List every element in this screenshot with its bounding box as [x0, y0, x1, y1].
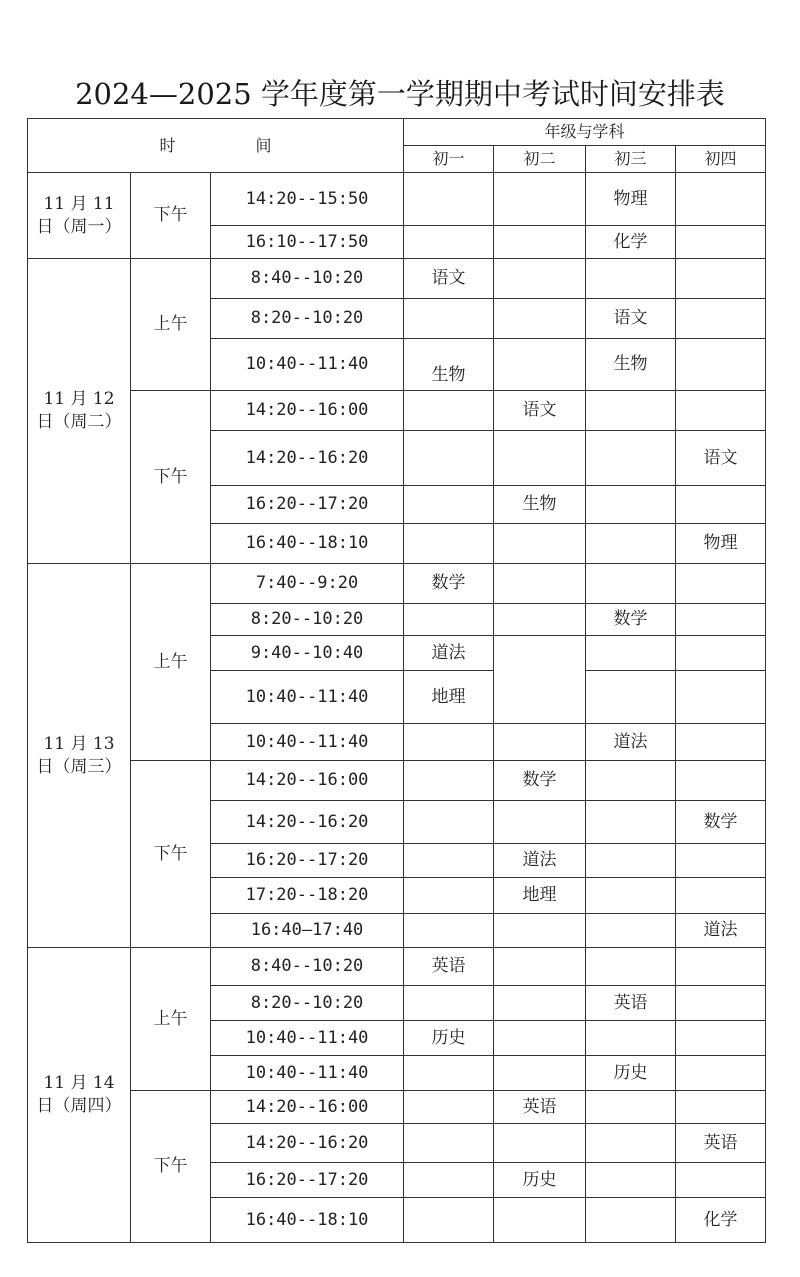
subject-cell	[676, 986, 766, 1021]
subject-cell	[494, 524, 586, 564]
time-cell: 8:20--10:20	[211, 604, 404, 636]
subject-cell	[586, 1163, 676, 1198]
weekday-line: 日（周一）	[36, 216, 122, 237]
subject-cell	[404, 986, 494, 1021]
subject-cell: 语文	[676, 431, 766, 486]
subject-cell: 英语	[404, 948, 494, 986]
subject-cell	[586, 564, 676, 604]
subject-cell: 地理	[404, 671, 494, 724]
subject-cell	[676, 339, 766, 391]
subject-cell	[404, 1056, 494, 1091]
subject-cell: 生物	[494, 486, 586, 524]
subject-cell: 数学	[676, 801, 766, 844]
subject-cell	[586, 431, 676, 486]
subject-cell	[494, 299, 586, 339]
time-header-label-1: 时	[159, 135, 176, 155]
subject-cell	[586, 914, 676, 948]
subject-cell: 语文	[404, 259, 494, 299]
subject-cell: 英语	[676, 1124, 766, 1163]
weekday-line: 日（周二）	[36, 412, 122, 432]
subject-cell	[494, 173, 586, 226]
subject-cell	[494, 986, 586, 1021]
subject-cell	[494, 948, 586, 986]
date-line: 11 月 11	[43, 193, 115, 214]
subject-cell	[494, 636, 586, 724]
grade-group-header: 年级与学科	[404, 119, 766, 146]
table-row	[28, 173, 766, 226]
time-cell: 16:40--18:10	[211, 524, 404, 564]
subject-cell: 道法	[404, 636, 494, 671]
subject-cell	[676, 636, 766, 671]
table-row	[28, 564, 766, 604]
subject-cell	[586, 801, 676, 844]
subject-cell	[586, 671, 676, 724]
session-cell: 下午	[131, 761, 211, 948]
table-row	[28, 1091, 766, 1124]
subject-cell	[676, 486, 766, 524]
subject-cell	[494, 801, 586, 844]
subject-cell	[404, 914, 494, 948]
subject-cell	[676, 671, 766, 724]
subject-cell	[586, 878, 676, 914]
subject-cell: 语文	[586, 299, 676, 339]
subject-cell	[586, 524, 676, 564]
time-cell: 10:40--11:40	[211, 1056, 404, 1091]
subject-cell: 化学	[586, 226, 676, 259]
subject-cell	[676, 226, 766, 259]
subject-cell	[494, 431, 586, 486]
subject-cell	[404, 1091, 494, 1124]
subject-cell	[586, 761, 676, 801]
subject-cell: 物理	[586, 173, 676, 226]
subject-cell: 化学	[676, 1198, 766, 1243]
subject-cell	[494, 259, 586, 299]
subject-cell	[676, 391, 766, 431]
subject-cell	[404, 1163, 494, 1198]
time-cell: 7:40--9:20	[211, 564, 404, 604]
subject-cell	[586, 948, 676, 986]
time-cell: 14:20--16:20	[211, 801, 404, 844]
subject-cell	[404, 844, 494, 878]
grade-header: 初二	[494, 146, 586, 173]
subject-cell	[676, 724, 766, 761]
subject-cell: 英语	[586, 986, 676, 1021]
subject-cell	[676, 564, 766, 604]
subject-cell: 历史	[586, 1056, 676, 1091]
grade-header: 初四	[676, 146, 766, 173]
time-cell: 10:40--11:40	[211, 339, 404, 391]
time-cell: 10:40--11:40	[211, 671, 404, 724]
time-cell: 8:20--10:20	[211, 299, 404, 339]
exam-schedule-table	[27, 118, 766, 1243]
subject-cell	[494, 564, 586, 604]
subject-cell	[586, 636, 676, 671]
subject-cell	[676, 1056, 766, 1091]
session-cell: 下午	[131, 173, 211, 259]
subject-cell	[404, 1124, 494, 1163]
subject-cell	[404, 878, 494, 914]
time-cell: 16:40--18:10	[211, 1198, 404, 1243]
subject-cell	[586, 1021, 676, 1056]
time-cell: 8:20--10:20	[211, 986, 404, 1021]
subject-cell	[676, 299, 766, 339]
time-cell: 10:40--11:40	[211, 724, 404, 761]
subject-cell: 历史	[404, 1021, 494, 1056]
subject-cell	[676, 1163, 766, 1198]
subject-cell	[494, 226, 586, 259]
table-row	[28, 948, 766, 986]
subject-cell: 道法	[676, 914, 766, 948]
subject-cell	[586, 391, 676, 431]
subject-cell	[586, 1124, 676, 1163]
subject-cell	[676, 604, 766, 636]
time-cell: 14:20--16:00	[211, 1091, 404, 1124]
subject-cell: 地理	[494, 878, 586, 914]
subject-cell	[404, 431, 494, 486]
subject-cell: 道法	[494, 844, 586, 878]
subject-cell: 生物	[404, 339, 494, 391]
time-cell: 14:20--15:50	[211, 173, 404, 226]
subject-cell	[676, 1091, 766, 1124]
subject-cell	[676, 1021, 766, 1056]
subject-cell: 道法	[586, 724, 676, 761]
table-row	[28, 259, 766, 299]
session-cell: 上午	[131, 564, 211, 761]
subject-cell	[404, 299, 494, 339]
subject-cell: 数学	[494, 761, 586, 801]
time-cell: 16:20--17:20	[211, 486, 404, 524]
subject-cell	[404, 801, 494, 844]
grade-header: 初三	[586, 146, 676, 173]
subject-cell	[676, 761, 766, 801]
date-line: 11 月 13	[43, 733, 115, 754]
date-cell	[28, 564, 131, 948]
subject-cell	[404, 486, 494, 524]
subject-cell	[586, 1198, 676, 1243]
session-cell: 上午	[131, 948, 211, 1091]
time-cell: 14:20--16:20	[211, 431, 404, 486]
subject-cell	[404, 391, 494, 431]
date-line: 11 月 14	[43, 1073, 115, 1094]
subject-cell	[404, 173, 494, 226]
time-header	[28, 119, 404, 173]
time-cell: 16:10--17:50	[211, 226, 404, 259]
subject-cell: 生物	[586, 339, 676, 391]
session-cell: 下午	[131, 1091, 211, 1243]
time-cell: 16:20--17:20	[211, 1163, 404, 1198]
subject-cell	[404, 226, 494, 259]
time-cell: 8:40--10:20	[211, 259, 404, 299]
date-line: 11 月 12	[43, 389, 115, 410]
subject-cell	[494, 604, 586, 636]
subject-cell	[404, 724, 494, 761]
subject-cell: 数学	[586, 604, 676, 636]
subject-cell: 英语	[494, 1091, 586, 1124]
time-cell: 17:20--18:20	[211, 878, 404, 914]
date-cell	[28, 948, 131, 1243]
time-cell: 14:20--16:20	[211, 1124, 404, 1163]
table-row	[28, 761, 766, 801]
subject-cell	[586, 1091, 676, 1124]
subject-cell	[676, 259, 766, 299]
subject-cell	[586, 844, 676, 878]
time-cell: 14:20--16:00	[211, 391, 404, 431]
subject-cell	[494, 339, 586, 391]
subject-cell	[676, 844, 766, 878]
time-cell: 8:40--10:20	[211, 948, 404, 986]
date-cell	[28, 173, 131, 259]
subject-cell: 物理	[676, 524, 766, 564]
time-cell: 14:20--16:00	[211, 761, 404, 801]
subject-cell	[404, 604, 494, 636]
time-cell: 10:40--11:40	[211, 1021, 404, 1056]
subject-cell	[404, 761, 494, 801]
subject-cell	[494, 914, 586, 948]
subject-cell	[494, 1198, 586, 1243]
time-cell: 16:40—17:40	[211, 914, 404, 948]
page-title: 2024—2025 学年度第一学期期中考试时间安排表	[75, 77, 725, 111]
subject-cell: 语文	[494, 391, 586, 431]
subject-cell	[494, 1021, 586, 1056]
subject-cell: 数学	[404, 564, 494, 604]
subject-cell	[676, 173, 766, 226]
time-header-label-2: 间	[255, 135, 272, 155]
subject-cell	[676, 878, 766, 914]
subject-cell	[404, 524, 494, 564]
subject-cell	[494, 1056, 586, 1091]
session-cell: 下午	[131, 391, 211, 564]
grade-header: 初一	[404, 146, 494, 173]
time-cell: 16:20--17:20	[211, 844, 404, 878]
subject-cell	[676, 948, 766, 986]
weekday-line: 日（周四）	[36, 1096, 122, 1116]
weekday-line: 日（周三）	[36, 756, 122, 777]
table-row	[28, 391, 766, 431]
subject-cell: 历史	[494, 1163, 586, 1198]
subject-cell	[586, 486, 676, 524]
subject-cell	[494, 724, 586, 761]
subject-cell	[586, 259, 676, 299]
date-cell	[28, 259, 131, 564]
subject-cell	[494, 1124, 586, 1163]
time-cell: 9:40--10:40	[211, 636, 404, 671]
subject-cell	[404, 1198, 494, 1243]
session-cell: 上午	[131, 259, 211, 391]
